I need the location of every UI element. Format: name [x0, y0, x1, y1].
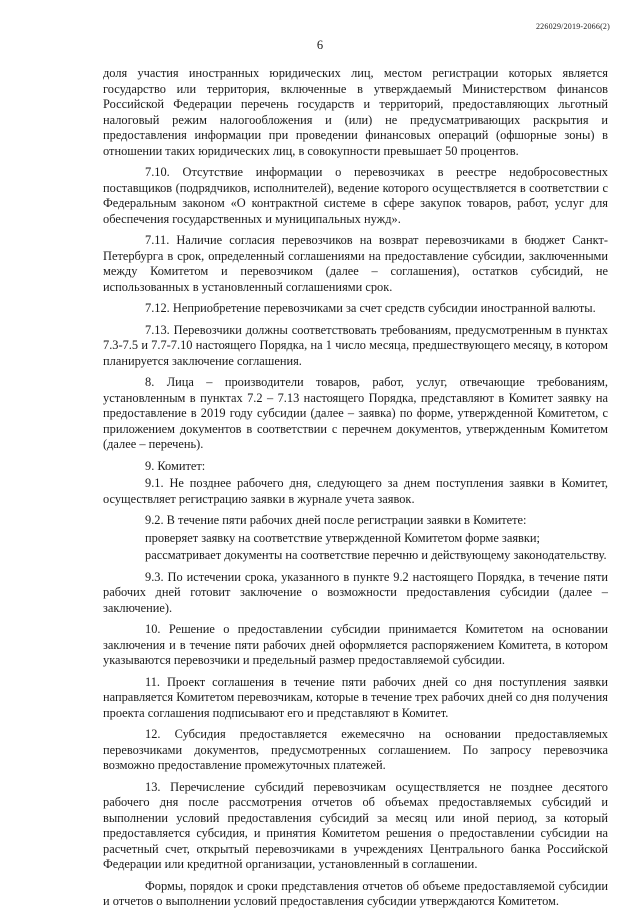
document-body — [103, 66, 608, 912]
paragraph-12: 12. Субсидия предоставляется ежемесячно на основании предоставляемых перевозчиками документов, предусмотренных соглашением. По запросу перевозчика возможно предоставление промежуточных платежей. — [103, 727, 608, 772]
paragraph-11: 11. Проект соглашения в течение пяти рабочих дней со дня поступления заявки направляется Комитетом перевозчикам, которые в течение трех рабочих дней со дня получения проекта соглашения подписывают его и представляют в Комитет. — [103, 674, 609, 720]
paragraph-9-2-item-1: проверяет заявку на соответствие утвержденной Комитетом форме заявки; — [145, 530, 540, 545]
paragraph-9-2: 9.2. В течение пяти рабочих дней после регистрации заявки в Комитете: — [145, 513, 527, 527]
paragraph-10: 10. Решение о предоставлении субсидии принимается Комитетом на основании заключения и в течение пяти рабочих дней оформляется распоряжением Комитета, в котором указываются перевозчики и предельный размер предоставляемой субсидии. — [103, 622, 608, 667]
page-number: 6 — [316, 38, 324, 52]
paragraph-reports: Формы, порядок и сроки представления отчетов об объеме предоставляемой субсидии и отчетов о выполнении условий предоставления субсидии утверждаются Комитетом. — [103, 878, 608, 908]
paragraph-8: 8. Лица – производители товаров, работ, услуг, отвечающие требованиям, установленным в пунктах 7.2 – 7.13 настоящего Порядка, представляют в Комитет заявку на предоставление в 2019 году субсидии (далее – заявка) по форме, утвержденной Комитетом, с приложением документов в соответствии с перечнем документов, утвержденным Комитетом (далее – перечень). — [103, 375, 608, 451]
paragraph-9-2-item-2: рассматривает документы на соответствие перечню и действующему законодательству. — [145, 548, 607, 562]
paragraph-9: 9. Комитет: — [145, 458, 206, 473]
paragraph-9-3: 9.3. По истечении срока, указанного в пункте 9.2 настоящего Порядка, в течение пяти рабочих дней готовит заключение о возможности предоставления субсидии (далее – заключение). — [103, 569, 608, 615]
paragraph-13: 13. Перечисление субсидий перевозчикам осуществляется не позднее десятого рабочего дня после рассмотрения отчетов об объемах предоставляемых субсидий и выполнении условий предоставления субсидий за месяц или иной период, за который предоставляется субсидия, и принятия Комитетом решения о предоставлении субсидии на расчетный счет, открытый перевозчиками в учреждениях Центрального банка Российской Федерации или кредитной организации, установленный в соглашении. — [103, 779, 608, 871]
paragraph-9-1: 9.1. Не позднее рабочего дня, следующего за днем поступления заявки в Комитет, осуществляет регистрацию заявки в журнале учета заявок. — [103, 476, 608, 506]
paragraph-7-13: 7.13. Перевозчики должны соответствовать требованиям, предусмотренным в пунктах 7.3-7.5 и 7.7-7.10 настоящего Порядка, на 1 число месяца, предшествующего месяцу, в котором планируется заключение соглашения. — [103, 322, 608, 368]
paragraph-7-11: 7.11. Наличие согласия перевозчиков на возврат перевозчиками в бюджет Санкт-Петербурга в срок, определенный соглашениями на предоставление субсидии, заключенными между Комитетом и перевозчиком (далее – соглашения), остатков субсидий, не использованных в установленный соглашениями срок. — [103, 233, 608, 294]
document-id: 226029/2019-2066(2) — [535, 22, 610, 31]
paragraph-7-10: 7.10. Отсутствие информации о перевозчиках в реестре недобросовестных поставщиков (подрядчиков, исполнителей), ведение которого осуществляется в соответствии с Федеральным законом «О контрактной системе в сфере закупок товаров, работ, услуг для обеспечения государственных и муниципальных нужд». — [103, 165, 608, 226]
paragraph-7-12: 7.12. Неприобретение перевозчиками за счет средств субсидии иностранной валюты. — [145, 301, 596, 315]
paragraph-7-9-continuation: доля участия иностранных юридических лиц, местом регистрации которых является государство или территория, включенные в утверждаемый Министерством финансов Российской Федерации перечень государств и территорий, предоставляющих льготный налоговый режим налогообложения и (или) не предусматривающих раскрытия и предоставления информации при проведении финансовых операций (офшорные зоны) в отношении таких юридических лиц, в совокупности превышает 50 процентов. — [103, 66, 608, 158]
